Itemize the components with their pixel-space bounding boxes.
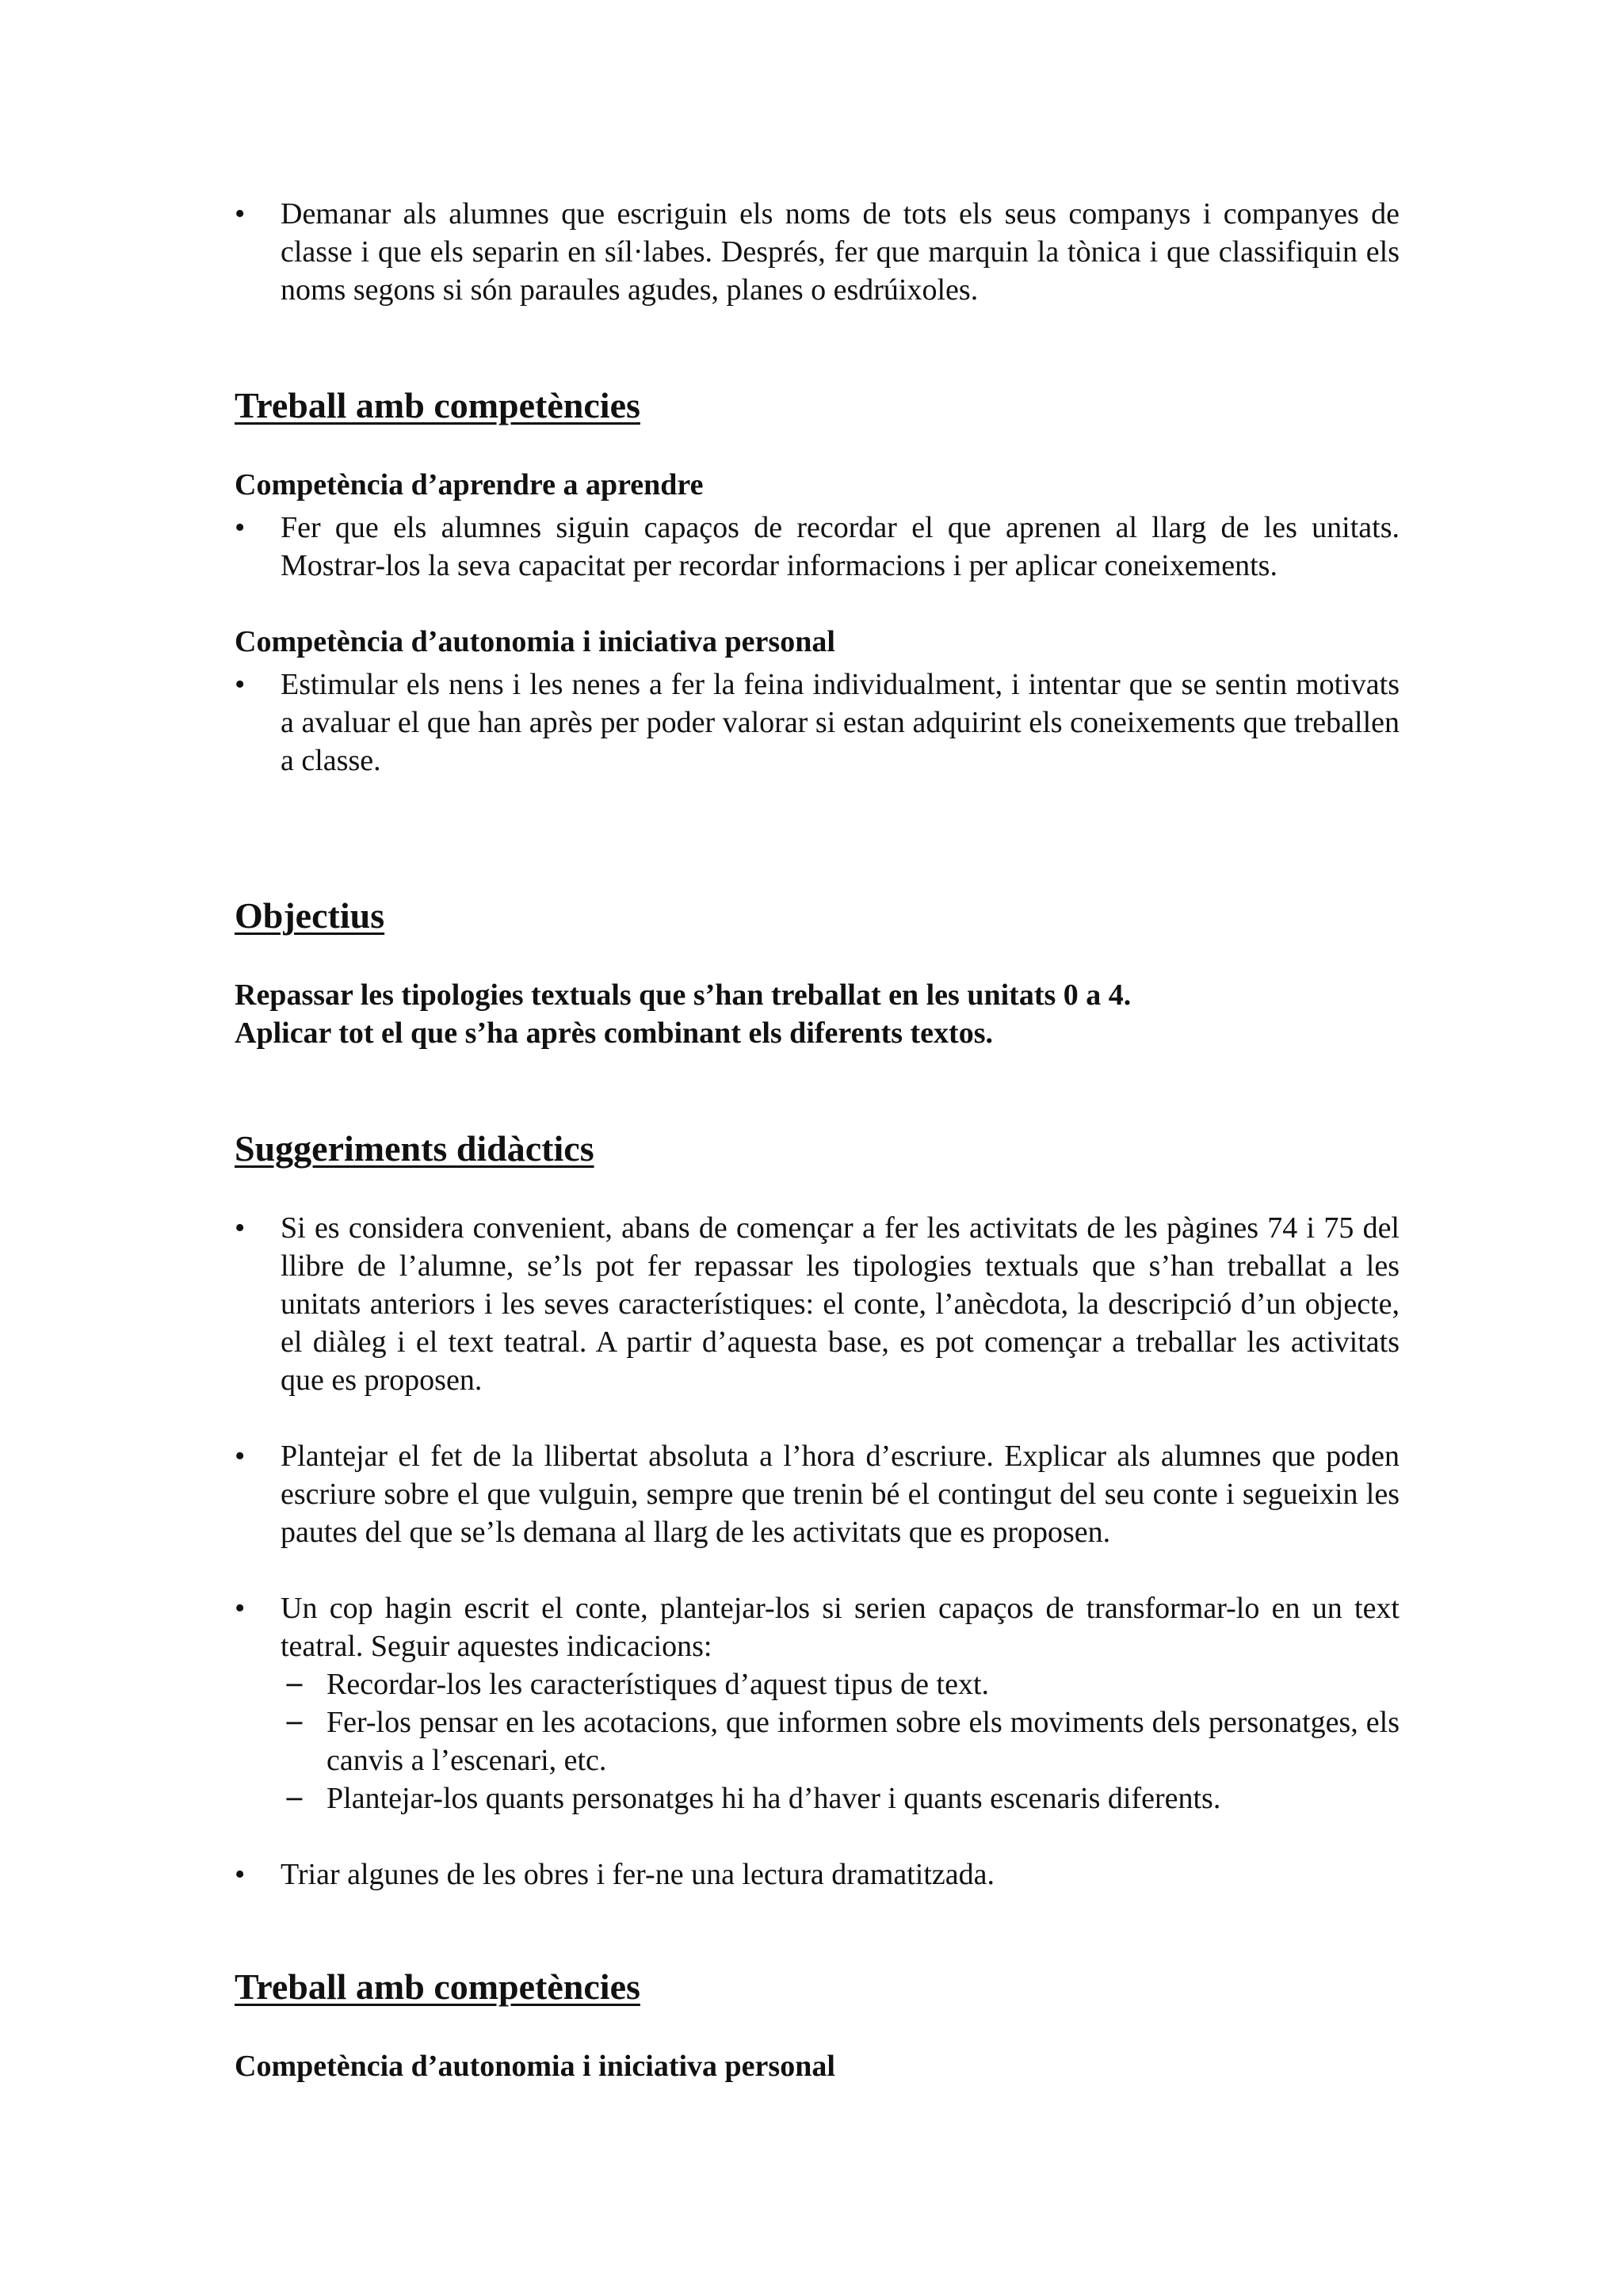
section-heading-suggestions: Suggeriments didàctics (235, 1128, 594, 1169)
bullet-marker: • (235, 1440, 246, 1473)
suggestion-item-1-block (235, 1209, 1400, 1399)
dash-marker: − (284, 1707, 305, 1737)
intro-bullet-block (235, 195, 1400, 309)
bullet-text: Demanar als alumnes que escriguin els noms de tots els seus companys i companyes de classe i que els separin en síl·labes. Després, fer que marquin la tònica i que classifiquin els noms segons si són paraules agudes, planes o esdrúixoles. (281, 197, 1400, 307)
bullet-marker: • (235, 668, 246, 701)
list-item (235, 509, 1400, 585)
objectives-block (235, 976, 1400, 1052)
list-item (235, 195, 1400, 309)
sub-list-item (235, 1779, 1400, 1817)
section-heading-objectives: Objectius (235, 895, 385, 936)
bullet-text: Si es considera convenient, abans de començar a fer les activitats de les pàgines 74 i 75 del llibre de l’alumne, se’ls pot fer repassar les tipologies textuals que s’han treballat a les unitats anteriors i les seves característiques: el conte, l’anècdota, la descripció d’un objecte, el diàleg i el text teatral. A partir d’aquesta base, es pot començar a treballar les activitats que es proposen. (281, 1211, 1400, 1397)
objective-line: Repassar les tipologies textuals que s’han treballat en les unitats 0 a 4. (235, 978, 1132, 1012)
objective-line: Aplicar tot el que s’ha après combinant els diferents textos. (235, 1016, 993, 1050)
bullet-text: Plantejar el fet de la llibertat absoluta a l’hora d’escriure. Explicar als alumnes que poden escriure sobre el que vulguin, sempre que trenin bé el contingut del seu conte i segueixin les pautes del que se’ls demana al llarg de les activitats que es proposen. (281, 1440, 1400, 1549)
dash-marker: − (284, 1783, 305, 1814)
list-item (235, 1437, 1400, 1551)
bullet-marker: • (235, 197, 246, 231)
dash-marker: − (284, 1669, 305, 1699)
list-item (235, 1589, 1400, 1665)
sub-item-text: Fer-los pensar en les acotacions, que informen sobre els moviments dels personatges, els canvis a l’escenari, etc. (327, 1706, 1400, 1777)
competence-title-autonomy-2: Competència d’autonomia i iniciativa personal (235, 2050, 835, 2083)
bullet-marker: • (235, 1211, 246, 1245)
sub-list-item (235, 1665, 1400, 1703)
competence-title-learning: Competència d’aprendre a aprendre (235, 468, 704, 502)
bullet-marker: • (235, 1858, 246, 1891)
bullet-text: Triar algunes de les obres i fer-ne una lectura dramatitzada. (281, 1858, 995, 1891)
bullet-text: Un cop hagin escrit el conte, plantejar-los si serien capaços de transformar-lo en un text teatral. Seguir aquestes indicacions: (281, 1592, 1400, 1663)
bullet-text: Fer que els alumnes siguin capaços de recordar el que aprenen al llarg de les unitats. Mostrar-los la seva capacitat per recordar informacions i per aplicar coneixements. (281, 511, 1400, 582)
bullet-text: Estimular els nens i les nenes a fer la feina individualment, i intentar que se sentin motivats a avaluar el que han après per poder valorar si estan adquirint els coneixements que treballen a classe. (281, 668, 1400, 777)
suggestion-item-4-block (235, 1855, 1400, 1894)
list-item (235, 1855, 1400, 1894)
suggestion-item-2-block (235, 1437, 1400, 1551)
competence-title-autonomy: Competència d’autonomia i iniciativa personal (235, 625, 835, 658)
sub-item-text: Recordar-los les característiques d’aquest tipus de text. (327, 1668, 989, 1701)
list-item (235, 1209, 1400, 1399)
list-item (235, 666, 1400, 780)
sub-list-item (235, 1703, 1400, 1779)
competence-autonomy-block (235, 666, 1400, 780)
section-heading-competencies-2: Treball amb competències (235, 1966, 640, 2007)
section-heading-competencies: Treball amb competències (235, 385, 640, 425)
suggestion-item-3-block (235, 1589, 1400, 1817)
bullet-marker: • (235, 511, 246, 544)
bullet-marker: • (235, 1592, 246, 1625)
sub-item-text: Plantejar-los quants personatges hi ha d’haver i quants escenaris diferents. (327, 1782, 1221, 1815)
competence-learning-block (235, 509, 1400, 585)
